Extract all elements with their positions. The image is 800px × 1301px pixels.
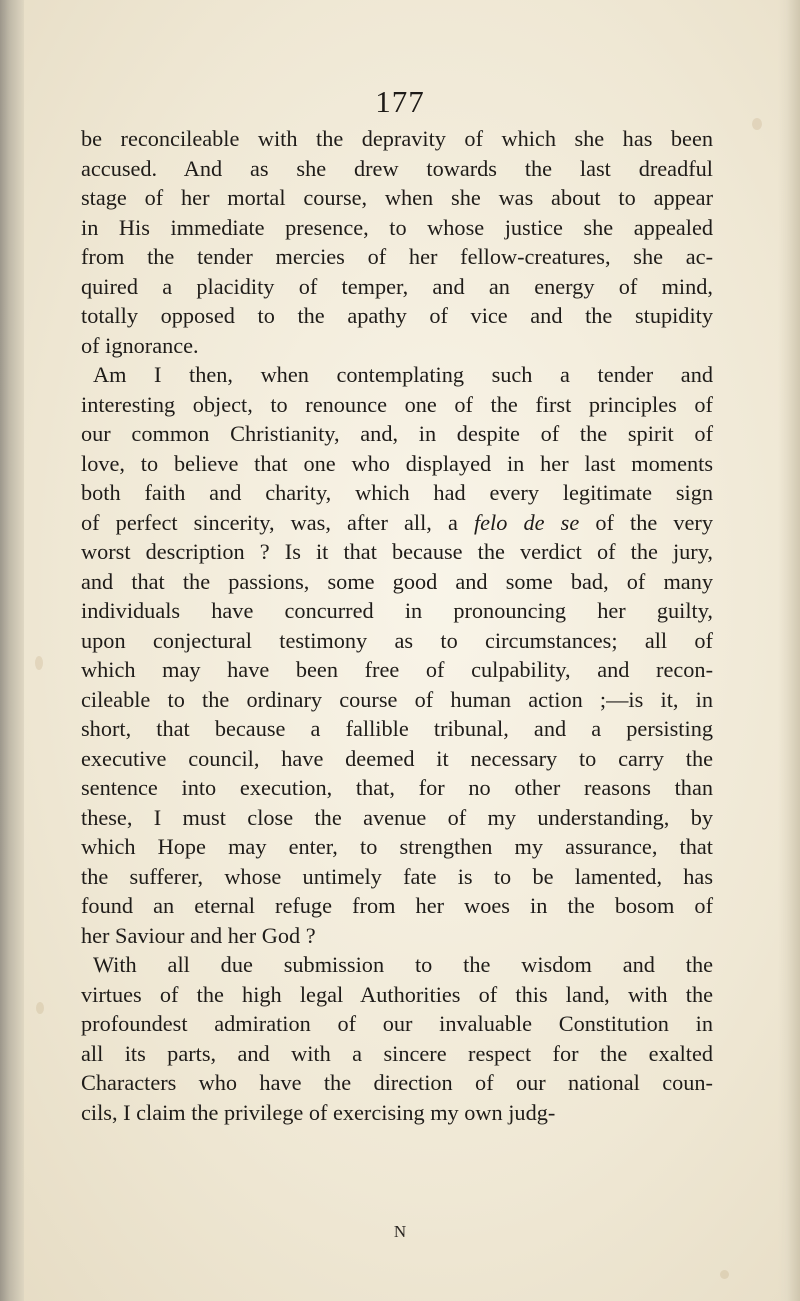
text-line: the sufferer, whose untimely fate is to be lamented, has (81, 863, 713, 889)
text-line: profoundest admiration of our invaluable Constitution in (81, 1011, 713, 1036)
paper-stain (720, 1270, 729, 1279)
text-line (81, 508, 713, 538)
text-line: sentence into execution, that, for no other reasons than (81, 775, 713, 800)
text-segment: of perfect sincerity, was, after all, a (81, 509, 474, 535)
text-line: in His immediate presence, to whose justice she appealed (81, 214, 713, 240)
text-line: of ignorance. (81, 332, 199, 358)
text-line: quired a placidity of temper, and an energy of mind, (81, 273, 713, 299)
text-line: our common Christianity, and, in despite of the spirit of (81, 421, 713, 446)
text-line: all its parts, and with a sincere respect for the exalted (81, 1040, 713, 1066)
paper-stain (35, 656, 43, 670)
text-segment: of the very (579, 509, 714, 535)
text-line: cileable to the ordinary course of human action ;—is it, in (81, 686, 713, 712)
binding-gutter (0, 0, 24, 1301)
page-number: 177 (375, 84, 425, 119)
text-line: Am I then, when contemplating such a tender and (93, 362, 713, 387)
body-text (81, 124, 713, 1127)
text-line: individuals have concurred in pronouncing her guilty, (81, 598, 713, 623)
text-line: found an eternal refuge from her woes in the bosom of (81, 893, 713, 918)
text-line: her Saviour and her God ? (81, 922, 316, 948)
text-line: be reconcileable with the depravity of which she has been (81, 126, 713, 151)
text-line: With all due submission to the wisdom and the (93, 952, 713, 977)
text-line: upon conjectural testimony as to circumstances; all of (81, 627, 713, 653)
text-line: executive council, have deemed it necessary to carry the (81, 745, 713, 771)
text-line: and that the passions, some good and some bad, of many (81, 568, 713, 594)
text-line: which Hope may enter, to strengthen my assurance, that (81, 834, 713, 859)
text-line: both faith and charity, which had every legitimate sign (81, 480, 713, 505)
signature-mark: N (393, 1222, 407, 1241)
text-line: love, to believe that one who displayed in her last moments (81, 450, 713, 476)
text-line: stage of her mortal course, when she was about to appear (81, 185, 713, 210)
paper-stain (36, 1002, 44, 1014)
text-line: which may have been free of culpability, and recon- (81, 657, 713, 682)
latin-phrase: felo de se (473, 509, 580, 535)
text-line: accused. And as she drew towards the last dreadful (81, 155, 713, 181)
text-line: worst description ? Is it that because the verdict of the jury, (81, 539, 713, 564)
text-line: short, that because a fallible tribunal, and a persisting (81, 716, 713, 741)
text-line: from the tender mercies of her fellow-creatures, she ac- (81, 244, 713, 269)
text-line: these, I must close the avenue of my understanding, by (81, 804, 713, 830)
text-line: Characters who have the direction of our national coun- (81, 1070, 713, 1095)
text-line: totally opposed to the apathy of vice and the stupidity (81, 303, 713, 328)
text-line: interesting object, to renounce one of the first principles of (81, 391, 713, 417)
text-line: virtues of the high legal Authorities of this land, with the (81, 981, 713, 1007)
page-edge-shadow (778, 0, 800, 1301)
text-line: cils, I claim the privilege of exercising my own judg- (81, 1099, 556, 1125)
